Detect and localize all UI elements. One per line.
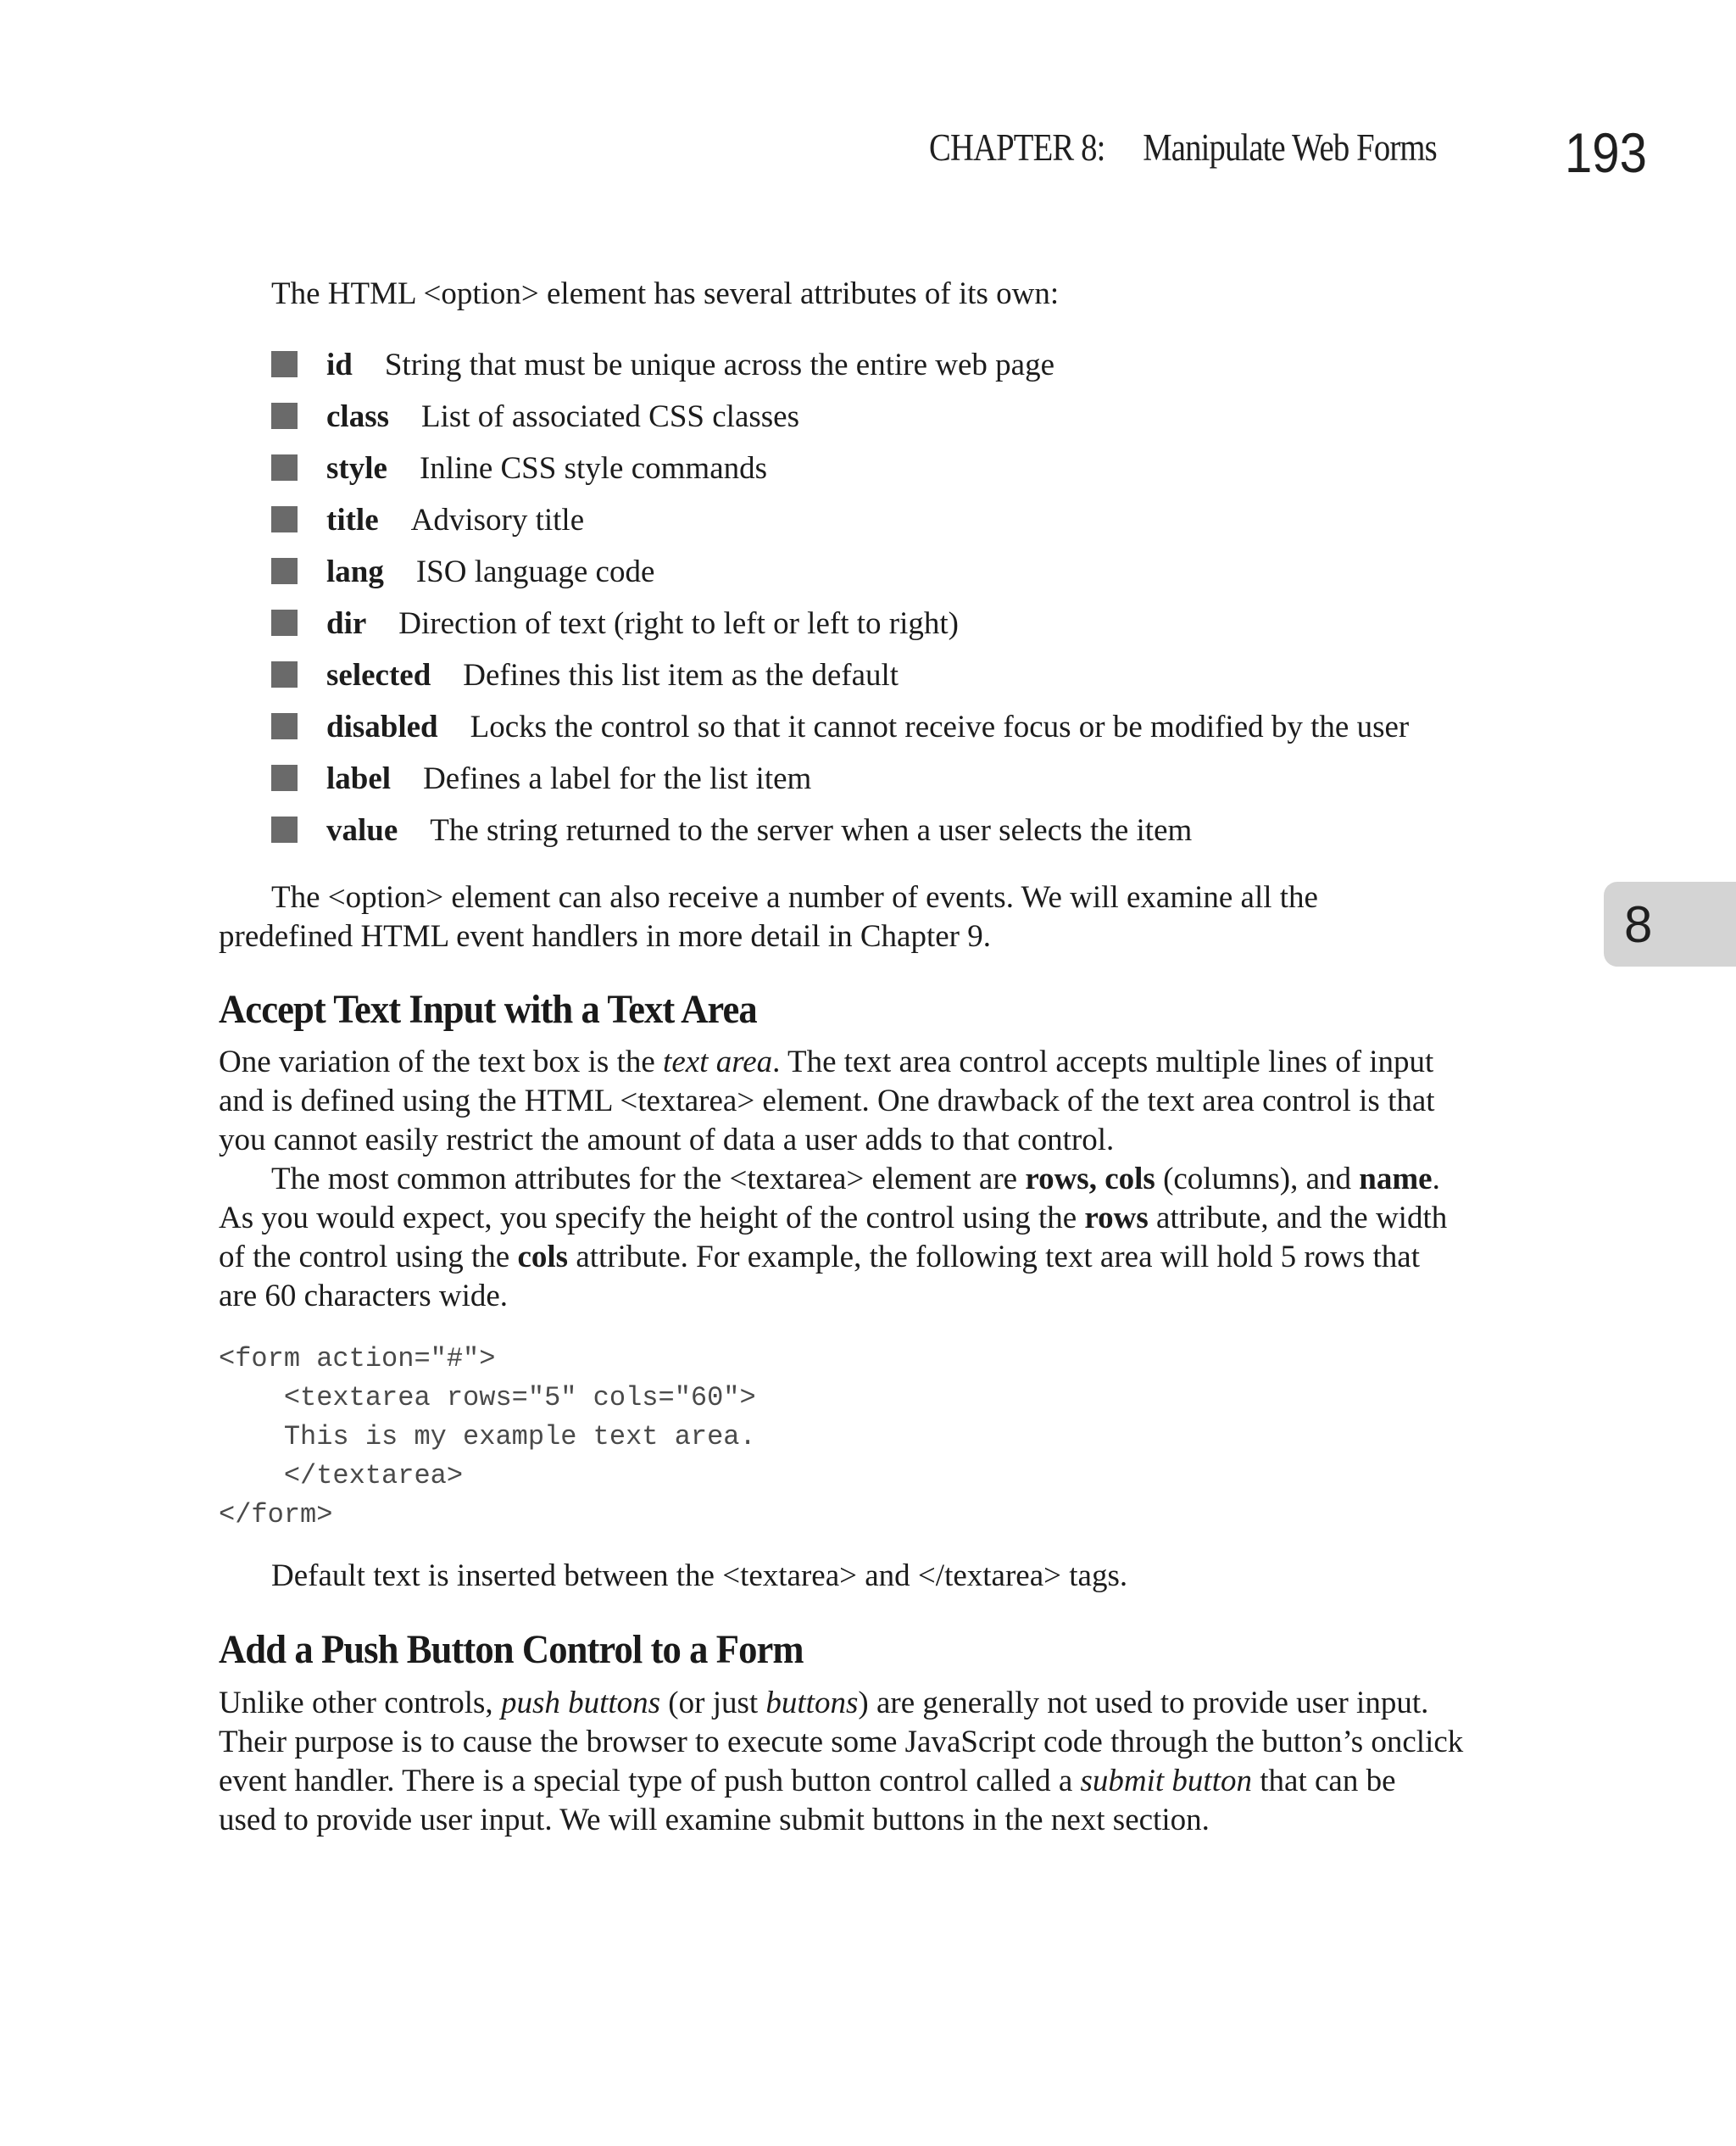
bullet-square-icon	[271, 817, 298, 843]
attribute-description: Defines this list item as the default	[463, 658, 899, 693]
list-item	[271, 805, 1409, 856]
text-run: Unlike other controls,	[219, 1686, 501, 1720]
bullet-square-icon	[271, 610, 298, 636]
bullet-square-icon	[271, 558, 298, 584]
attribute-description: List of associated CSS classes	[421, 399, 800, 434]
bullet-square-icon	[271, 403, 298, 429]
text-run: attribute. For example, the following text area will hold 5 rows that	[568, 1240, 1421, 1274]
text-run: One variation of the text box is the	[219, 1045, 664, 1079]
chapter-number: CHAPTER 8:	[929, 126, 1105, 169]
list-item	[271, 494, 1409, 546]
attribute-term: disabled	[326, 710, 438, 744]
text-run: . The text area control accepts multiple lines of input	[772, 1045, 1434, 1079]
bold-text: cols	[517, 1240, 569, 1274]
text-run: that can be	[1252, 1764, 1396, 1798]
events-line-1: The <option> element can also receive a number of events. We will examine all the	[271, 880, 1318, 915]
list-item	[271, 391, 1409, 443]
push-button-section-body	[219, 1684, 1507, 1840]
attribute-term: value	[326, 813, 398, 848]
attribute-description: String that must be unique across the entire web page	[384, 348, 1055, 382]
list-item	[271, 701, 1409, 753]
text-run: ) are generally not used to provide user input.	[858, 1686, 1429, 1720]
attribute-term: selected	[326, 658, 431, 693]
list-item	[271, 753, 1409, 805]
text-line: and is defined using the HTML <textarea> element. One drawback of the text area control is that	[219, 1084, 1435, 1118]
text-run: attribute, and the width	[1148, 1201, 1448, 1235]
bullet-square-icon	[271, 765, 298, 791]
page-number: 193	[1565, 121, 1647, 184]
intro-paragraph: The HTML <option> element has several attributes of its own:	[271, 276, 1060, 311]
list-item	[271, 339, 1409, 391]
text-run: The most common attributes for the <textarea> element are	[271, 1162, 1026, 1196]
list-item	[271, 443, 1409, 494]
code-sample: <form action="#"> <textarea rows="5" cols="60"> This is my example text area. </textarea> </form>	[219, 1343, 756, 1530]
attribute-term: id	[326, 348, 353, 382]
text-line: you cannot easily restrict the amount of data a user adds to that control.	[219, 1123, 1115, 1157]
bold-text: name	[1359, 1162, 1433, 1196]
emphasis-text: buttons	[765, 1686, 859, 1720]
emphasis-text: text area	[663, 1045, 773, 1079]
text-run: of the control using the	[219, 1240, 518, 1274]
text-run: .	[1432, 1162, 1440, 1196]
attribute-term: title	[326, 503, 379, 538]
bold-text: rows	[1084, 1201, 1149, 1235]
text-area-section-body	[219, 1043, 1507, 1316]
chapter-title: Manipulate Web Forms	[1143, 126, 1437, 169]
text-run: (or just	[660, 1686, 766, 1720]
bullet-square-icon	[271, 713, 298, 739]
attribute-list	[271, 339, 1409, 856]
running-header	[929, 125, 1437, 170]
attribute-description: Advisory title	[410, 503, 585, 538]
attribute-description: Defines a label for the list item	[423, 761, 812, 796]
default-text-note: Default text is inserted between the <textarea> and </textarea> tags.	[271, 1558, 1128, 1593]
text-line: used to provide user input. We will examine submit buttons in the next section.	[219, 1803, 1210, 1837]
list-item	[271, 546, 1409, 598]
bullet-square-icon	[271, 506, 298, 532]
text-run: event handler. There is a special type of push button control called a	[219, 1764, 1081, 1798]
bullet-square-icon	[271, 454, 298, 481]
list-item	[271, 598, 1409, 649]
events-line-2: predefined HTML event handlers in more detail in Chapter 9.	[219, 919, 991, 954]
attribute-term: style	[326, 451, 387, 486]
emphasis-text: push buttons	[500, 1686, 661, 1720]
attribute-term: lang	[326, 555, 384, 589]
attribute-term: class	[326, 399, 389, 434]
events-paragraph	[219, 878, 1490, 956]
text-line: are 60 characters wide.	[219, 1279, 509, 1313]
thumb-tab-label: 8	[1624, 896, 1653, 953]
text-line: Their purpose is to cause the browser to execute some JavaScript code through the button’s onclick	[219, 1725, 1464, 1759]
bullet-square-icon	[271, 351, 298, 377]
chapter-thumb-tab	[1604, 882, 1736, 967]
text-run: As you would expect, you specify the height of the control using the	[219, 1201, 1085, 1235]
emphasis-text: submit button	[1080, 1764, 1252, 1798]
text-run: (columns), and	[1155, 1162, 1360, 1196]
section-heading-text-area: Accept Text Input with a Text Area	[219, 987, 757, 1032]
attribute-description: The string returned to the server when a user selects the item	[430, 813, 1193, 848]
attribute-description: Locks the control so that it cannot receive focus or be modified by the user	[470, 710, 1410, 744]
attribute-description: ISO language code	[415, 555, 655, 589]
attribute-term: label	[326, 761, 392, 796]
section-heading-push-button: Add a Push Button Control to a Form	[219, 1627, 804, 1672]
bullet-square-icon	[271, 661, 298, 688]
attribute-term: dir	[326, 606, 367, 641]
bold-text: rows, cols	[1025, 1162, 1155, 1196]
list-item	[271, 649, 1409, 701]
attribute-description: Inline CSS style commands	[419, 451, 768, 486]
attribute-description: Direction of text (right to left or left to right)	[398, 606, 959, 641]
